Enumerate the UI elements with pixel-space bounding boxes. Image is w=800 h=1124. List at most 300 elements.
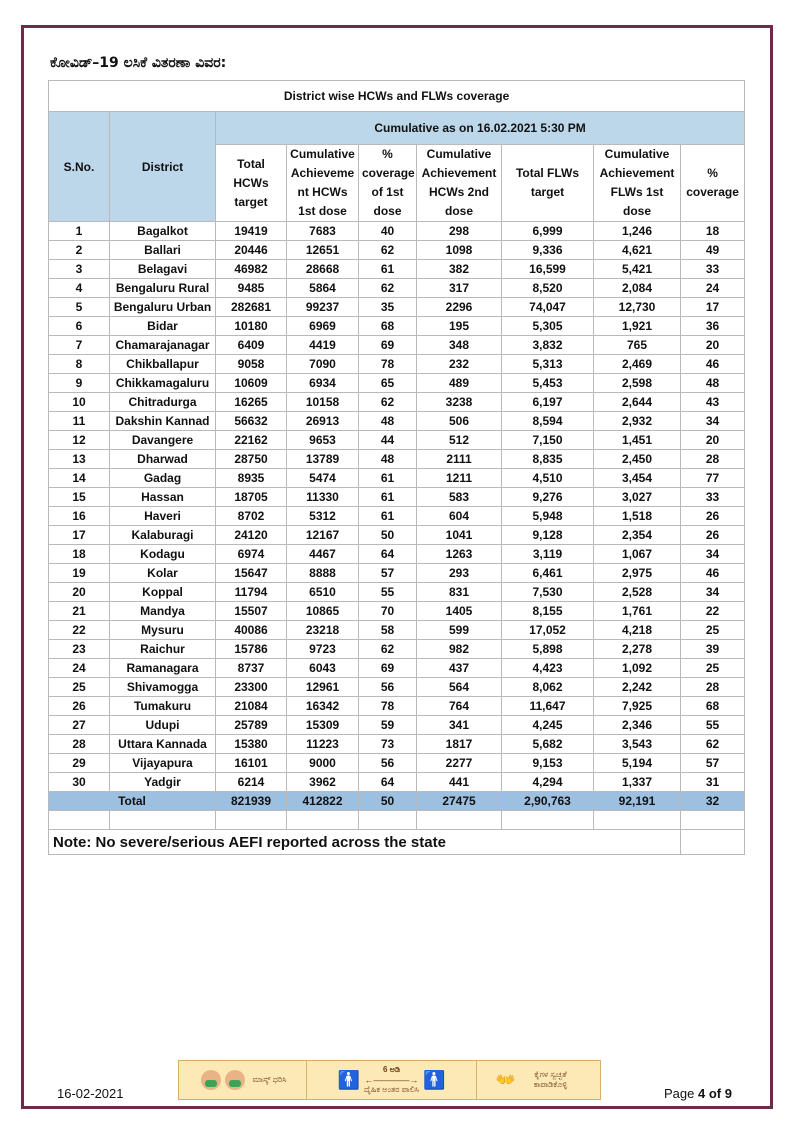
row-flws-1st-dose: 5,421 xyxy=(594,260,681,279)
row-hcws-1st-dose: 9723 xyxy=(287,640,359,659)
row-sno: 24 xyxy=(49,659,110,678)
total-pct-1st-dose: 50 xyxy=(359,792,417,811)
header-hcws-1st-dose: Cumulative Achieveme nt HCWs 1st dose xyxy=(287,145,359,222)
row-flws-1st-dose: 7,925 xyxy=(594,697,681,716)
row-hcws-2nd-dose: 512 xyxy=(417,431,502,450)
row-sno: 21 xyxy=(49,602,110,621)
row-hcws-target: 24120 xyxy=(216,526,287,545)
row-hcws-target: 8737 xyxy=(216,659,287,678)
row-hcws-2nd-dose: 317 xyxy=(417,279,502,298)
row-hcws-1st-dose: 6043 xyxy=(287,659,359,678)
footer-date: 16-02-2021 xyxy=(57,1086,124,1101)
row-hcws-2nd-dose: 506 xyxy=(417,412,502,431)
table-row xyxy=(49,564,745,583)
row-flws-target: 6,461 xyxy=(502,564,594,583)
table-row xyxy=(49,678,745,697)
row-pct-coverage: 26 xyxy=(681,507,745,526)
row-district: Ramanagara xyxy=(110,659,216,678)
row-flws-1st-dose: 3,454 xyxy=(594,469,681,488)
row-hcws-1st-dose: 7090 xyxy=(287,355,359,374)
row-district: Kalaburagi xyxy=(110,526,216,545)
person-icon: 🚹 xyxy=(422,1069,446,1090)
table-row xyxy=(49,431,745,450)
row-pct-1st-dose: 62 xyxy=(359,279,417,298)
row-pct-1st-dose: 78 xyxy=(359,697,417,716)
row-hcws-target: 25789 xyxy=(216,716,287,735)
row-pct-coverage: 77 xyxy=(681,469,745,488)
row-pct-1st-dose: 58 xyxy=(359,621,417,640)
total-row xyxy=(49,792,745,811)
row-pct-coverage: 34 xyxy=(681,412,745,431)
row-sno: 2 xyxy=(49,241,110,260)
header-pct-coverage: % coverage xyxy=(681,145,745,222)
row-hcws-target: 282681 xyxy=(216,298,287,317)
row-district: Chikballapur xyxy=(110,355,216,374)
mask-segment xyxy=(179,1061,307,1099)
row-district: Bagalkot xyxy=(110,222,216,241)
header-hcws-2nd-dose: Cumulative Achievement HCWs 2nd dose xyxy=(417,145,502,222)
row-flws-target: 4,423 xyxy=(502,659,594,678)
row-district: Uttara Kannada xyxy=(110,735,216,754)
note-text: Note: No severe/serious AEFI reported across the state xyxy=(49,830,681,855)
row-flws-1st-dose: 4,621 xyxy=(594,241,681,260)
total-flws-target: 2,90,763 xyxy=(502,792,594,811)
row-hcws-1st-dose: 6934 xyxy=(287,374,359,393)
row-flws-target: 5,453 xyxy=(502,374,594,393)
row-hcws-target: 16265 xyxy=(216,393,287,412)
row-pct-1st-dose: 78 xyxy=(359,355,417,374)
row-sno: 30 xyxy=(49,773,110,792)
row-district: Belagavi xyxy=(110,260,216,279)
header-total-hcws-target: Total HCWs target xyxy=(216,145,287,222)
row-flws-target: 5,898 xyxy=(502,640,594,659)
row-hcws-2nd-dose: 298 xyxy=(417,222,502,241)
row-flws-target: 9,128 xyxy=(502,526,594,545)
row-hcws-1st-dose: 5312 xyxy=(287,507,359,526)
row-district: Mandya xyxy=(110,602,216,621)
header-total-flws-target: Total FLWs target xyxy=(502,145,594,222)
row-sno: 5 xyxy=(49,298,110,317)
row-hcws-2nd-dose: 583 xyxy=(417,488,502,507)
row-hcws-target: 28750 xyxy=(216,450,287,469)
row-sno: 1 xyxy=(49,222,110,241)
row-hcws-1st-dose: 10865 xyxy=(287,602,359,621)
table-row xyxy=(49,279,745,298)
row-flws-target: 3,119 xyxy=(502,545,594,564)
row-hcws-target: 19419 xyxy=(216,222,287,241)
row-district: Yadgir xyxy=(110,773,216,792)
row-hcws-2nd-dose: 1817 xyxy=(417,735,502,754)
row-flws-1st-dose: 2,450 xyxy=(594,450,681,469)
row-hcws-1st-dose: 3962 xyxy=(287,773,359,792)
row-hcws-2nd-dose: 195 xyxy=(417,317,502,336)
row-hcws-target: 20446 xyxy=(216,241,287,260)
row-hcws-1st-dose: 11330 xyxy=(287,488,359,507)
table-body xyxy=(49,222,745,792)
table-row xyxy=(49,735,745,754)
row-hcws-2nd-dose: 293 xyxy=(417,564,502,583)
header-cumulative: Cumulative as on 16.02.2021 5:30 PM xyxy=(216,112,745,145)
table-row xyxy=(49,412,745,431)
page-total: 9 xyxy=(724,1086,732,1101)
row-flws-1st-dose: 4,218 xyxy=(594,621,681,640)
row-hcws-1st-dose: 7683 xyxy=(287,222,359,241)
row-pct-coverage: 33 xyxy=(681,260,745,279)
row-sno: 17 xyxy=(49,526,110,545)
hands-segment xyxy=(477,1061,600,1099)
row-hcws-1st-dose: 9653 xyxy=(287,431,359,450)
row-pct-1st-dose: 65 xyxy=(359,374,417,393)
row-flws-target: 4,245 xyxy=(502,716,594,735)
row-hcws-2nd-dose: 489 xyxy=(417,374,502,393)
row-hcws-1st-dose: 5474 xyxy=(287,469,359,488)
row-district: Kolar xyxy=(110,564,216,583)
row-flws-1st-dose: 1,761 xyxy=(594,602,681,621)
row-flws-1st-dose: 1,067 xyxy=(594,545,681,564)
note-row xyxy=(49,830,745,855)
row-sno: 28 xyxy=(49,735,110,754)
table-row xyxy=(49,507,745,526)
row-flws-target: 8,062 xyxy=(502,678,594,697)
table-row xyxy=(49,716,745,735)
row-district: Koppal xyxy=(110,583,216,602)
row-hcws-1st-dose: 26913 xyxy=(287,412,359,431)
row-flws-target: 5,305 xyxy=(502,317,594,336)
row-pct-coverage: 48 xyxy=(681,374,745,393)
row-pct-1st-dose: 61 xyxy=(359,488,417,507)
header-flws-1st-dose: Cumulative Achievement FLWs 1st dose xyxy=(594,145,681,222)
row-hcws-target: 46982 xyxy=(216,260,287,279)
table-row xyxy=(49,602,745,621)
row-sno: 3 xyxy=(49,260,110,279)
table-row xyxy=(49,621,745,640)
row-sno: 25 xyxy=(49,678,110,697)
row-hcws-1st-dose: 12167 xyxy=(287,526,359,545)
row-hcws-2nd-dose: 441 xyxy=(417,773,502,792)
row-hcws-2nd-dose: 764 xyxy=(417,697,502,716)
row-hcws-target: 15507 xyxy=(216,602,287,621)
row-hcws-1st-dose: 13789 xyxy=(287,450,359,469)
row-pct-coverage: 28 xyxy=(681,450,745,469)
row-hcws-2nd-dose: 341 xyxy=(417,716,502,735)
row-hcws-2nd-dose: 348 xyxy=(417,336,502,355)
row-district: Mysuru xyxy=(110,621,216,640)
header-pct-1st-dose: % coverage of 1st dose xyxy=(359,145,417,222)
row-pct-1st-dose: 62 xyxy=(359,241,417,260)
row-hcws-2nd-dose: 382 xyxy=(417,260,502,279)
row-pct-1st-dose: 70 xyxy=(359,602,417,621)
row-flws-1st-dose: 1,451 xyxy=(594,431,681,450)
row-pct-coverage: 46 xyxy=(681,564,745,583)
row-pct-1st-dose: 61 xyxy=(359,507,417,526)
table-row xyxy=(49,260,745,279)
row-hcws-target: 9485 xyxy=(216,279,287,298)
row-hcws-1st-dose: 15309 xyxy=(287,716,359,735)
row-hcws-1st-dose: 8888 xyxy=(287,564,359,583)
table-row xyxy=(49,393,745,412)
row-sno: 23 xyxy=(49,640,110,659)
page-current: 4 xyxy=(698,1086,706,1101)
row-flws-1st-dose: 2,084 xyxy=(594,279,681,298)
row-sno: 11 xyxy=(49,412,110,431)
row-hcws-1st-dose: 12961 xyxy=(287,678,359,697)
row-hcws-target: 21084 xyxy=(216,697,287,716)
row-hcws-1st-dose: 4467 xyxy=(287,545,359,564)
handwash-icon: 👐 xyxy=(495,1072,516,1089)
row-pct-coverage: 34 xyxy=(681,545,745,564)
row-district: Bidar xyxy=(110,317,216,336)
row-flws-1st-dose: 765 xyxy=(594,336,681,355)
row-hcws-2nd-dose: 1211 xyxy=(417,469,502,488)
row-hcws-2nd-dose: 1263 xyxy=(417,545,502,564)
row-pct-coverage: 26 xyxy=(681,526,745,545)
row-pct-1st-dose: 62 xyxy=(359,640,417,659)
row-pct-coverage: 57 xyxy=(681,754,745,773)
row-hcws-1st-dose: 9000 xyxy=(287,754,359,773)
row-pct-coverage: 36 xyxy=(681,317,745,336)
row-hcws-target: 15786 xyxy=(216,640,287,659)
row-district: Dharwad xyxy=(110,450,216,469)
row-hcws-1st-dose: 5864 xyxy=(287,279,359,298)
row-pct-coverage: 18 xyxy=(681,222,745,241)
row-hcws-2nd-dose: 1405 xyxy=(417,602,502,621)
row-sno: 16 xyxy=(49,507,110,526)
row-pct-1st-dose: 69 xyxy=(359,336,417,355)
row-flws-1st-dose: 2,932 xyxy=(594,412,681,431)
row-flws-1st-dose: 2,278 xyxy=(594,640,681,659)
row-pct-1st-dose: 62 xyxy=(359,393,417,412)
row-pct-1st-dose: 68 xyxy=(359,317,417,336)
row-district: Davangere xyxy=(110,431,216,450)
row-flws-target: 11,647 xyxy=(502,697,594,716)
row-district: Chitradurga xyxy=(110,393,216,412)
row-pct-coverage: 62 xyxy=(681,735,745,754)
row-pct-coverage: 55 xyxy=(681,716,745,735)
row-hcws-target: 10180 xyxy=(216,317,287,336)
row-hcws-1st-dose: 6510 xyxy=(287,583,359,602)
row-hcws-1st-dose: 4419 xyxy=(287,336,359,355)
page-prefix: Page xyxy=(664,1086,695,1101)
row-pct-coverage: 49 xyxy=(681,241,745,260)
table-row xyxy=(49,773,745,792)
row-hcws-target: 15380 xyxy=(216,735,287,754)
row-hcws-target: 23300 xyxy=(216,678,287,697)
row-flws-1st-dose: 1,092 xyxy=(594,659,681,678)
table-row xyxy=(49,488,745,507)
row-pct-1st-dose: 57 xyxy=(359,564,417,583)
total-hcws-target: 821939 xyxy=(216,792,287,811)
row-pct-coverage: 22 xyxy=(681,602,745,621)
table-row xyxy=(49,583,745,602)
table-row xyxy=(49,450,745,469)
row-flws-target: 4,510 xyxy=(502,469,594,488)
row-pct-coverage: 68 xyxy=(681,697,745,716)
row-pct-1st-dose: 64 xyxy=(359,545,417,564)
row-hcws-1st-dose: 99237 xyxy=(287,298,359,317)
row-flws-target: 9,336 xyxy=(502,241,594,260)
distance-text: ದೈಹಿಕ ಅಂತರ ಪಾಲಿಸಿ xyxy=(364,1085,419,1094)
total-hcws-2nd-dose: 27475 xyxy=(417,792,502,811)
row-flws-target: 74,047 xyxy=(502,298,594,317)
mask-text: ಮಾಸ್ಕ್ ಧರಿಸಿ xyxy=(252,1075,287,1084)
row-hcws-target: 16101 xyxy=(216,754,287,773)
row-hcws-2nd-dose: 604 xyxy=(417,507,502,526)
row-sno: 29 xyxy=(49,754,110,773)
row-hcws-2nd-dose: 831 xyxy=(417,583,502,602)
row-hcws-1st-dose: 11223 xyxy=(287,735,359,754)
row-flws-1st-dose: 2,528 xyxy=(594,583,681,602)
row-pct-1st-dose: 61 xyxy=(359,260,417,279)
row-sno: 10 xyxy=(49,393,110,412)
row-sno: 20 xyxy=(49,583,110,602)
row-sno: 7 xyxy=(49,336,110,355)
row-pct-1st-dose: 48 xyxy=(359,450,417,469)
row-flws-1st-dose: 2,242 xyxy=(594,678,681,697)
header-district: District xyxy=(110,112,216,222)
page-number xyxy=(664,1086,732,1101)
row-district: Chamarajanagar xyxy=(110,336,216,355)
row-flws-target: 6,999 xyxy=(502,222,594,241)
distance-segment xyxy=(307,1061,477,1099)
row-district: Tumakuru xyxy=(110,697,216,716)
row-flws-target: 8,520 xyxy=(502,279,594,298)
row-flws-target: 5,313 xyxy=(502,355,594,374)
row-pct-coverage: 46 xyxy=(681,355,745,374)
row-pct-1st-dose: 69 xyxy=(359,659,417,678)
row-pct-1st-dose: 35 xyxy=(359,298,417,317)
row-pct-coverage: 25 xyxy=(681,659,745,678)
row-flws-target: 8,594 xyxy=(502,412,594,431)
row-district: Bengaluru Urban xyxy=(110,298,216,317)
masked-face-icon xyxy=(201,1070,221,1090)
table-row xyxy=(49,640,745,659)
row-flws-target: 7,530 xyxy=(502,583,594,602)
row-flws-target: 17,052 xyxy=(502,621,594,640)
row-pct-1st-dose: 55 xyxy=(359,583,417,602)
row-sno: 6 xyxy=(49,317,110,336)
table-row xyxy=(49,355,745,374)
row-flws-1st-dose: 2,975 xyxy=(594,564,681,583)
row-pct-1st-dose: 73 xyxy=(359,735,417,754)
row-flws-1st-dose: 2,598 xyxy=(594,374,681,393)
row-pct-coverage: 33 xyxy=(681,488,745,507)
row-hcws-1st-dose: 12651 xyxy=(287,241,359,260)
row-sno: 13 xyxy=(49,450,110,469)
row-flws-target: 4,294 xyxy=(502,773,594,792)
row-sno: 18 xyxy=(49,545,110,564)
row-hcws-1st-dose: 16342 xyxy=(287,697,359,716)
row-district: Kodagu xyxy=(110,545,216,564)
document-heading: ಕೋವಿಡ್–19 ಲಸಿಕೆ ವಿತರಣಾ ವಿವರ: xyxy=(50,55,227,71)
row-sno: 14 xyxy=(49,469,110,488)
masked-face-icon xyxy=(225,1070,245,1090)
table-row xyxy=(49,697,745,716)
row-pct-coverage: 31 xyxy=(681,773,745,792)
row-sno: 22 xyxy=(49,621,110,640)
row-hcws-target: 40086 xyxy=(216,621,287,640)
row-flws-1st-dose: 1,921 xyxy=(594,317,681,336)
row-district: Ballari xyxy=(110,241,216,260)
row-flws-target: 5,682 xyxy=(502,735,594,754)
table-row xyxy=(49,336,745,355)
row-flws-1st-dose: 1,518 xyxy=(594,507,681,526)
row-sno: 8 xyxy=(49,355,110,374)
header-sno: S.No. xyxy=(49,112,110,222)
row-district: Raichur xyxy=(110,640,216,659)
row-pct-coverage: 25 xyxy=(681,621,745,640)
table-row xyxy=(49,754,745,773)
row-flws-1st-dose: 2,469 xyxy=(594,355,681,374)
arrow-icon: ←————→ xyxy=(364,1075,419,1085)
row-hcws-target: 11794 xyxy=(216,583,287,602)
row-hcws-target: 6214 xyxy=(216,773,287,792)
row-hcws-2nd-dose: 1098 xyxy=(417,241,502,260)
row-pct-1st-dose: 56 xyxy=(359,754,417,773)
row-district: Shivamogga xyxy=(110,678,216,697)
row-district: Bengaluru Rural xyxy=(110,279,216,298)
safety-banner xyxy=(178,1060,601,1100)
row-flws-1st-dose: 2,354 xyxy=(594,526,681,545)
row-hcws-2nd-dose: 3238 xyxy=(417,393,502,412)
row-hcws-target: 6974 xyxy=(216,545,287,564)
row-flws-1st-dose: 1,246 xyxy=(594,222,681,241)
row-flws-target: 9,276 xyxy=(502,488,594,507)
row-pct-1st-dose: 59 xyxy=(359,716,417,735)
row-pct-coverage: 39 xyxy=(681,640,745,659)
row-hcws-target: 10609 xyxy=(216,374,287,393)
row-hcws-2nd-dose: 599 xyxy=(417,621,502,640)
row-pct-coverage: 20 xyxy=(681,336,745,355)
hands-text: ಕೈಗಳ ಸ್ವಚ್ಛತೆ ಕಾಪಾಡಿಕೊಳ್ಳಿ xyxy=(533,1070,568,1089)
row-district: Vijayapura xyxy=(110,754,216,773)
row-flws-target: 5,948 xyxy=(502,507,594,526)
row-district: Hassan xyxy=(110,488,216,507)
row-hcws-2nd-dose: 564 xyxy=(417,678,502,697)
row-sno: 9 xyxy=(49,374,110,393)
row-pct-1st-dose: 40 xyxy=(359,222,417,241)
row-pct-coverage: 20 xyxy=(681,431,745,450)
row-sno: 26 xyxy=(49,697,110,716)
row-hcws-2nd-dose: 1041 xyxy=(417,526,502,545)
row-hcws-2nd-dose: 982 xyxy=(417,640,502,659)
total-hcws-1st-dose: 412822 xyxy=(287,792,359,811)
row-district: Udupi xyxy=(110,716,216,735)
row-flws-target: 3,832 xyxy=(502,336,594,355)
page-of: of xyxy=(708,1086,722,1101)
row-hcws-1st-dose: 23218 xyxy=(287,621,359,640)
table-row xyxy=(49,222,745,241)
table-row xyxy=(49,317,745,336)
total-pct-coverage: 32 xyxy=(681,792,745,811)
row-hcws-target: 8935 xyxy=(216,469,287,488)
row-pct-coverage: 28 xyxy=(681,678,745,697)
person-icon: 🚹 xyxy=(337,1069,361,1090)
table-row xyxy=(49,298,745,317)
row-hcws-2nd-dose: 437 xyxy=(417,659,502,678)
row-hcws-1st-dose: 10158 xyxy=(287,393,359,412)
table-row xyxy=(49,526,745,545)
row-hcws-target: 15647 xyxy=(216,564,287,583)
row-flws-target: 8,835 xyxy=(502,450,594,469)
row-flws-1st-dose: 3,027 xyxy=(594,488,681,507)
row-hcws-target: 18705 xyxy=(216,488,287,507)
row-hcws-1st-dose: 6969 xyxy=(287,317,359,336)
row-district: Haveri xyxy=(110,507,216,526)
row-pct-coverage: 43 xyxy=(681,393,745,412)
row-flws-1st-dose: 2,644 xyxy=(594,393,681,412)
row-flws-1st-dose: 3,543 xyxy=(594,735,681,754)
row-pct-1st-dose: 56 xyxy=(359,678,417,697)
